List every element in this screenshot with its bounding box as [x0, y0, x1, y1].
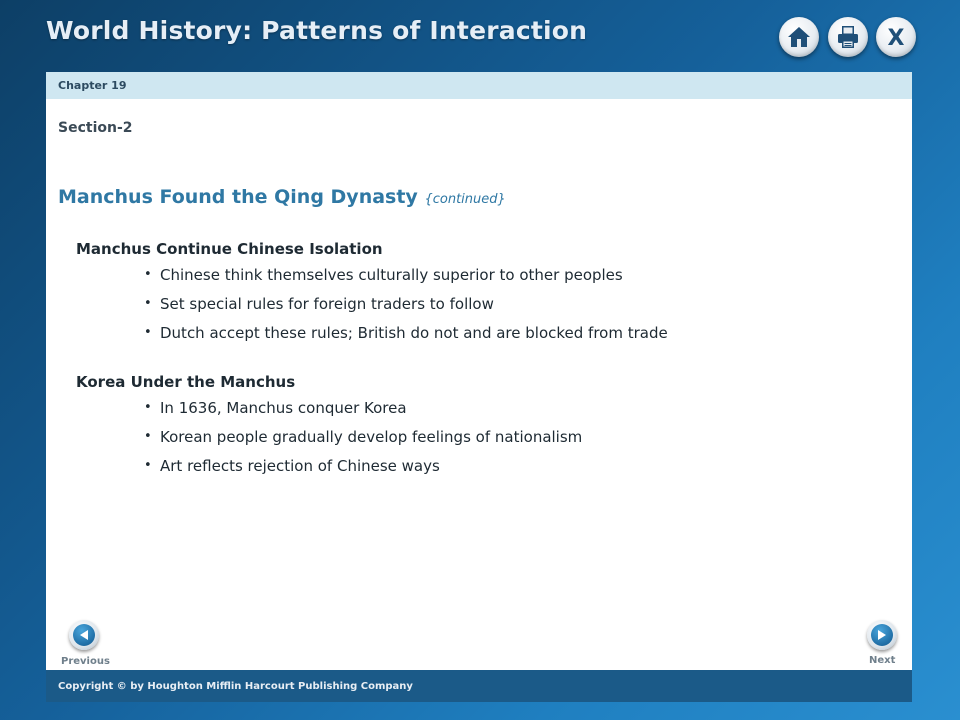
- bullet-icon: •: [144, 296, 152, 311]
- bullet-icon: •: [144, 458, 152, 473]
- subsection-title: Manchus Continue Chinese Isolation: [76, 240, 383, 258]
- next-label[interactable]: Next: [869, 655, 896, 666]
- bullet-list: [76, 398, 582, 485]
- subsection-korea: [76, 373, 582, 485]
- home-icon: [786, 24, 812, 50]
- previous-button[interactable]: [69, 620, 99, 650]
- content-panel: [46, 72, 912, 670]
- bullet-item: [144, 323, 668, 352]
- bullet-icon: •: [144, 400, 152, 415]
- bullet-text: Korean people gradually develop feelings of nationalism: [160, 428, 583, 446]
- subsection-title: Korea Under the Manchus: [76, 373, 296, 391]
- footer-copyright: Copyright © by Houghton Mifflin Harcourt Publishing Company: [46, 670, 912, 702]
- home-button[interactable]: [779, 17, 819, 57]
- app-title: World History: Patterns of Interaction: [46, 16, 588, 45]
- bullet-text: Art reflects rejection of Chinese ways: [160, 457, 440, 475]
- bullet-icon: •: [144, 429, 152, 444]
- bullet-item: [144, 398, 582, 427]
- chapter-label: Chapter 19: [46, 72, 912, 99]
- arrow-right-icon: [876, 629, 888, 641]
- bullet-icon: •: [144, 267, 152, 282]
- bullet-text: Chinese think themselves culturally superior to other peoples: [160, 266, 623, 284]
- print-button[interactable]: [828, 17, 868, 57]
- bullet-item: [144, 456, 582, 485]
- close-button-label: X: [887, 26, 905, 50]
- heading-text: Manchus Found the Qing Dynasty: [58, 186, 418, 208]
- close-button[interactable]: [876, 17, 916, 57]
- subsection-isolation: [76, 240, 668, 352]
- bullet-item: [144, 265, 668, 294]
- page-heading: [58, 186, 506, 208]
- bullet-item: [144, 427, 583, 456]
- arrow-left-icon: [78, 629, 90, 641]
- section-label: Section-2: [58, 120, 133, 136]
- close-icon: [883, 24, 909, 50]
- heading-suffix: {continued}: [424, 192, 506, 207]
- printer-icon: [835, 24, 861, 50]
- bullet-item: [144, 294, 668, 323]
- bullet-text: In 1636, Manchus conquer Korea: [160, 399, 407, 417]
- bullet-text: Set special rules for foreign traders to follow: [160, 295, 494, 313]
- next-button[interactable]: [867, 620, 897, 650]
- bullet-text: Dutch accept these rules; British do not and are blocked from trade: [160, 324, 668, 342]
- bullet-icon: •: [144, 325, 152, 340]
- previous-label[interactable]: Previous: [61, 656, 110, 667]
- bullet-list: [76, 265, 668, 352]
